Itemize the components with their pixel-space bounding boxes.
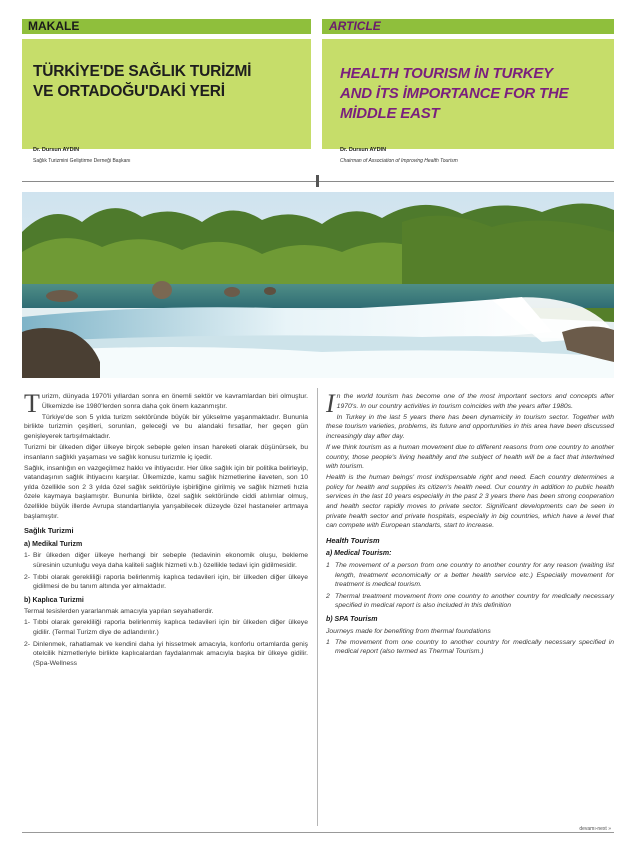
- english-title-line: HEALTH TOURISM İN TURKEY: [340, 65, 553, 82]
- center-divider-mark: [316, 175, 319, 187]
- list-item: [24, 551, 308, 570]
- footer-divider: [22, 832, 614, 833]
- paragraph: Termal tesislerden yararlanmak amacıyla yapılan seyahatlerdir.: [24, 608, 214, 616]
- list-text: Thermal treatment movement from one country to another country for medically necessary specified in medical report is also included in this definition: [335, 592, 614, 610]
- list-number: 1: [326, 638, 330, 646]
- paragraph: Turizmi bir ülkeden diğer ülkeye birçok sebeple gelen insan hareketi olarak düşünürsek, bu insanların sağlıklı yaşaması ve sağlık konusu turizmle iç içedir.: [24, 443, 308, 461]
- drop-cap: T: [24, 389, 40, 418]
- list-number: 1-: [24, 552, 31, 560]
- english-title: [340, 64, 608, 124]
- turkish-column: [24, 389, 308, 670]
- list-item: [326, 592, 614, 611]
- paragraph: Health is the human beings' most indispensable right and need. Each country determines a policy for health and supplies its citizen's health need. Our country in addition to public health services in the last 10 years especially in the past 2 3 years there has been strong cooperation and health sector rapidly moves to private sector. Significant developments can be seen in private health sector and private hospitals, especially in big countries, which have a level that can compete with European standarts, start to increase.: [326, 474, 614, 530]
- paragraph: In Turkey in the last 5 years there has been dynamicity in tourism sector. Together with these tourism varieties, problems, its future and opportunities in this area have been discussed increasingly day after day.: [326, 413, 614, 440]
- turkish-title-line: VE ORTADOĞU'DAKİ YERİ: [33, 83, 225, 100]
- section-label-article: ARTICLE: [329, 19, 381, 33]
- paragraph: Türkiye'de son 5 yılda turizm sektöründe büyük bir yükselme yaşanmaktadır. Bununla birlikte turizmin çeşitleri, sorunları, geleceği ve bu alandaki fırsatlar, her geçen gün genişleyerek tartışılmaktadır.: [24, 413, 308, 440]
- paragraph: If we think tourism as a human movement due to different reasons from one country to another country, those people's living healthily and the subject of health will be a fact that intertwined with tourism.: [326, 443, 614, 471]
- list-item: [24, 618, 308, 637]
- paragraph: [326, 389, 614, 418]
- english-column: [326, 389, 614, 659]
- turkish-author-name: Dr. Dursun AYDIN: [33, 147, 80, 153]
- english-author-name: Dr. Dursun AYDIN: [340, 147, 387, 153]
- subsection-heading: b) SPA Tourism: [326, 615, 378, 623]
- paragraph-text: n the world tourism has become one of the most important sectors and concepts after 1970's. In our country activities in tourism coincides with the years after 1980s.: [336, 393, 614, 410]
- turkish-author-affiliation: Sağlık Turizmini Geliştirme Derneği Başkanı: [33, 158, 131, 164]
- section-heading: Sağlık Turizmi: [24, 526, 74, 536]
- subsection-heading: a) Medikal Turizm: [24, 540, 83, 548]
- list-text: The movement from one country to another country for medically necessary specified in medical report (also termed as Thermal Tourism.): [335, 638, 614, 656]
- list-number: 1: [326, 562, 330, 569]
- paragraph-text: urizm, dünyada 1970'li yıllardan sonra en önemli sektör ve kavramlardan biri olmuştur. Ülkemizde ise 1980'lerden sonra daha çok önem kazanmıştır.: [41, 393, 308, 410]
- list-item: [24, 573, 308, 592]
- subsection-heading: a) Medical Tourism:: [326, 550, 392, 558]
- paragraph: [24, 389, 308, 418]
- list-item: [326, 561, 614, 590]
- subsection-heading: b) Kaplıca Turizmi: [24, 596, 84, 604]
- list-number: 2-: [24, 640, 31, 648]
- section-label-makale: MAKALE: [28, 19, 80, 33]
- drop-cap: I: [326, 389, 335, 418]
- column-separator: [317, 388, 318, 826]
- list-text: The movement of a person from one country to another country for any reason (waiting list length, treatment economically or a better health service etc.) Especially movement for treatment is medical tourism.: [335, 562, 614, 589]
- list-number: 1-: [24, 619, 31, 627]
- list-number: 2-: [24, 573, 31, 581]
- list-text: Dinlenmek, rahatlamak ve kendini daha iyi hissetmek amacıyla, konforlu ortamlarda geniş otelcilik hizmetleriyle birlikte kaplıcalardan faydalanmak amacıyla başka bir ülkeye gidilir. (Spa-Wellness: [33, 640, 308, 667]
- english-title-line: MİDDLE EAST: [340, 105, 440, 122]
- list-text: Bir ülkeden diğer ülkeye herhangi bir sebeple (tedavinin ekonomik oluşu, bekleme süresinin uzunluğu veya daha kaliteli sağlık hizmeti v.b.) özellikle tedavi için gidilmesidir.: [33, 552, 308, 569]
- english-author-affiliation: Chairman of Association of Improving Health Tourism: [340, 158, 458, 164]
- continue-link[interactable]: devamı-next »: [579, 826, 611, 832]
- turkish-title-line: TÜRKİYE'DE SAĞLIK TURİZMİ: [33, 63, 252, 80]
- paragraph: Journeys made for benefiting from thermal foundations: [326, 627, 491, 635]
- section-heading: Health Tourism: [326, 535, 380, 545]
- list-number: 2: [326, 592, 330, 600]
- list-text: Tıbbi olarak gerekliliği raporla belirlenmiş kaplıca tedavileri için, bir ülkeden diğer ülkeye gidilmesi de bu tanım altında yer almaktadır.: [33, 573, 308, 591]
- turkish-title: [33, 62, 303, 102]
- english-title-line: AND İTS İMPORTANCE FOR THE: [340, 85, 569, 102]
- river-waterfall-photo: [22, 192, 614, 378]
- list-item: [24, 640, 308, 669]
- list-text: Tıbbi olarak gerekliliği raporla belirlenmiş kaplıca tedavileri için bir ülkeden diğer ülkeye gidilir. (Termal Turizm diye de adlandırılır.): [33, 619, 308, 637]
- list-item: [326, 638, 614, 657]
- paragraph: Sağlık, insanlığın en vazgeçilmez hakkı ve ihtiyacıdır. Her ülke sağlık için bir politika belirleyip, vatandaşının sağlık ihtiyacını karşılar. Ülkemizde, kamu sağlık hizmetlerine ilaveten, son 10 yılda özellikle son 2 3 yılda özel sağlık sektörüyle işbirliğine girilmiş ve sağlık hizmeti hızla özele kaymaya başlamıştır. Bununla birlikte, özel sağlık sektöründe ciddi atılımlar olmuş, özellikle büyük illerde Avrupa standartlarıyla yarışabilecek düzeyde özel hastaneler artmaya başlamıştır.: [24, 464, 308, 520]
